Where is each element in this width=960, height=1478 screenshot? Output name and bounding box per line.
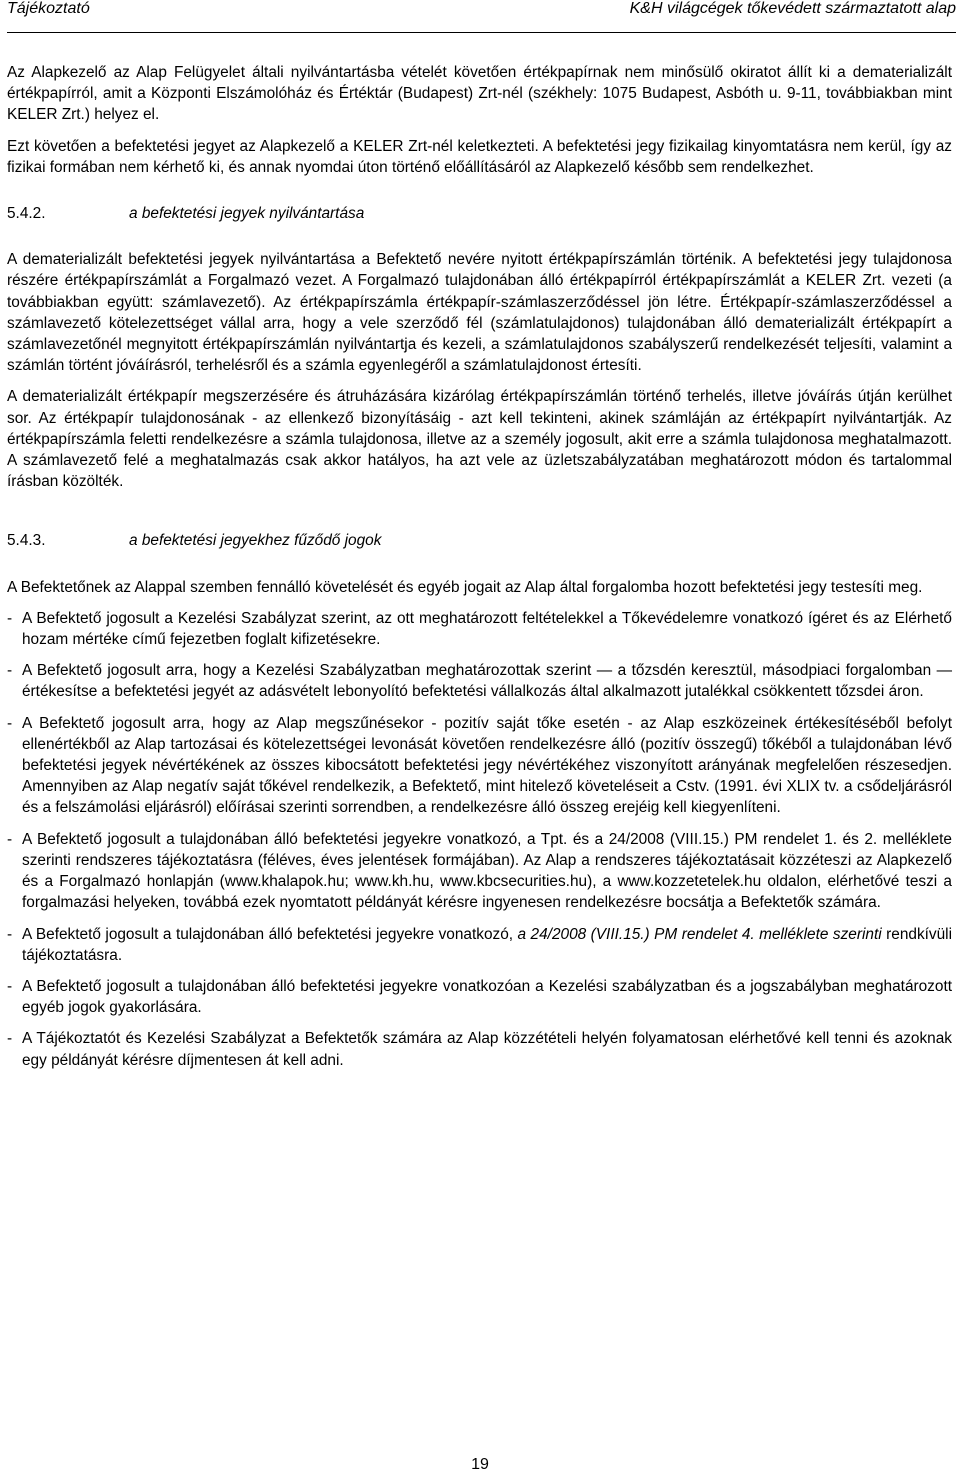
list-item-text-part: A Befektető jogosult a tulajdonában álló befektetési jegyekre vonatkozó, bbox=[22, 925, 518, 943]
section-number: 5.4.2. bbox=[7, 205, 46, 223]
list-dash: - bbox=[7, 977, 13, 995]
list-item-text: A Befektető jogosult a tulajdonában álló befektetési jegyekre vonatkozó, a Tpt. és a 24/2008 (VIII.15.) PM rendelet 1. és 2. melléklete szerinti rendszeres tájékoztatásra (féléves, éves jelentések formájában). Az Alap a rendszeres tájékoztatásait közzéteszi az Alapkezelő és a Forgalmazó honlapján (www.khalapok.hu; www.kh.hu, www.kbcsecurities.hu), a www.kozzetetelek.hu oldalon, elérhetővé teszi a forgalmazási helyeken, továbbá ezek nyomtatott példányát kérésre ingyenesen rendelkezésre bocsátja a Befektetők számára. bbox=[22, 830, 952, 912]
list-dash: - bbox=[7, 1030, 13, 1048]
list-item-text: A Befektető jogosult arra, hogy a Kezelési Szabályzatban meghatározottak szerint — a tőzsdén keresztül, másodpiaci forgalomban — értékesítse a befektetési jegyét az adásvételt lebonyolító befektetési vállalkozás által alkalmazott jutalékkal csökkentett tőzsdei áron. bbox=[22, 662, 952, 701]
list-dash: - bbox=[7, 830, 13, 848]
list-item-text: A Befektető jogosult arra, hogy az Alap megszűnésekor - pozitív saját tőke esetén - az Alap eszközeinek értékesítéséből befolyt ellenértékből az Alap tartozásai és kötelezettségei levonását követően rendelkezésre álló (pozitív összegű) tőkéből a tulajdonában lévő befektetési jegyek névértékének az összes kibocsátott befektetési jegy névértékéhez viszonyított arányának megfelelően részesedjen. Amennyiben az Alap negatív saját tőkével rendelkezik, a Befektető, mint hitelező követeléseit a Cstv. (1991. évi XLIX tv. a csődeljárásról és a felszámolási eljárásról) előírásai szerinti sorrendben, a rendelkezésre álló összeg erejéig kell kiegyenlíteni. bbox=[22, 714, 952, 817]
section-number: 5.4.3. bbox=[7, 532, 46, 550]
list-item bbox=[7, 608, 952, 650]
list-item bbox=[7, 660, 952, 702]
paragraph-issuance: Ezt követően a befektetési jegyet az Alapkezelő a KELER Zrt-nél keletkezteti. A befektetési jegy fizikailag kinyomtatásra nem kerül, így az fizikai formában nem kérhető ki, és annak nyomdai úton történő előállításáról az Alapkezelő később sem rendelkezhet. bbox=[7, 137, 952, 176]
list-dash: - bbox=[7, 925, 13, 943]
list-dash: - bbox=[7, 714, 13, 732]
section-5-4-3-heading bbox=[7, 530, 952, 551]
header-document-title: Tájékoztató bbox=[7, 0, 90, 17]
page-header bbox=[7, 0, 956, 33]
section-title: a befektetési jegyek nyilvántartása bbox=[129, 205, 365, 223]
list-item bbox=[7, 1028, 952, 1070]
list-item bbox=[7, 713, 952, 819]
list-dash: - bbox=[7, 662, 13, 680]
list-item bbox=[7, 924, 952, 966]
list-item bbox=[7, 976, 952, 1018]
header-fund-name: K&H világcégek tőkevédett származtatott alap bbox=[629, 0, 956, 17]
paragraph-transfer: A dematerializált értékpapír megszerzésére és átruházására kizárólag értékpapírszámlán történő terhelés, illetve jóváírás útján kerülhet sor. Az értékpapír tulajdonosának - az ellenkező bizonyításáig - azt kell tekinteni, akinek számláján az értékpapírt nyilvántartják. Az értékpapírszámla feletti rendelkezésre a számla tulajdonosa, illetve az a személy jogosult, akit erre a számla tulajdonosa meghatalmazott. A számlavezető felé a meghatalmazás csak akkor hatályos, ha azt vele az üzletszabályzatában meghatározott módon és tartalommal írásban közölték. bbox=[7, 388, 952, 491]
section-5-4-2-heading bbox=[7, 203, 952, 224]
page-number: 19 bbox=[471, 1456, 489, 1473]
paragraph-certificate: Az Alapkezelő az Alap Felügyelet általi nyilvántartásba vételét követően értékpapírnak nem minősülő okiratot állít ki a dematerializált értékpapírról, amit a Központi Elszámolóház és Értéktár (Budapest) Zrt-nél (székhely: 1075 Budapest, Asbóth u. 9-11, továbbiakban mint KELER Zrt.) helyez el. bbox=[7, 64, 952, 124]
section-title: a befektetési jegyekhez fűződő jogok bbox=[129, 532, 382, 550]
list-item bbox=[7, 829, 952, 914]
list-item-text bbox=[22, 924, 952, 966]
list-item-text-part: rendkívüli tájékoztatásra. bbox=[22, 925, 953, 964]
list-dash: - bbox=[7, 609, 13, 627]
list-item-text-italic: a 24/2008 (VIII.15.) PM rendelet 4. melléklete szerinti bbox=[517, 925, 882, 943]
list-item-text: A Befektető jogosult a tulajdonában álló befektetési jegyekre vonatkozóan a Kezelési szabályzatban és a jogszabályban meghatározott egyéb jogok gyakorlására. bbox=[22, 977, 952, 1017]
paragraph-rights-intro: A Befektetőnek az Alappal szemben fennálló követelését és egyéb jogait az Alap által forgalomba hozott befektetési jegy testesíti meg. bbox=[7, 578, 923, 596]
list-item-text: A Befektető jogosult a Kezelési Szabályzat szerint, az ott meghatározott feltételekkel a Tőkevédelemre vonatkozó ígéret és az Elérhető hozam mértéke című fejezetben foglalt kifizetésekre. bbox=[22, 609, 952, 649]
list-item-text: A Tájékoztatót és Kezelési Szabályzat a Befektetők számára az Alap közzétételi helyén folyamatosan elérhetővé kell tenni és azoknak egy példányát kérésre díjmentesen át kell adni. bbox=[22, 1030, 952, 1069]
document-body bbox=[7, 62, 952, 1071]
paragraph-registration: A dematerializált befektetési jegyek nyilvántartása a Befektető nevére nyitott értékpapírszámlán történik. A befektetési jegy tulajdonosa részére értékpapírszámlát a Forgalmazó vezet. A Forgalmazó tulajdonában álló értékpapírról értékpapírszámlát a KELER Zrt. vezeti (a továbbiakban együtt: számlavezető). Az értékpapírszámla értékpapír-számlaszerződéssel jön létre. Értékpapír-számlaszerződéssel a számlavezető kötelezettséget vállal arra, hogy a vele szerződő fél (számlatulajdonos) tulajdonában álló dematerializált értékpapírt a számlavezetőnél megnyitott értékpapírszámlán nyilvántartja és kezeli, a számlatulajdonos szabályszerű rendelkezését teljesíti, valamint a számlán történt jóváírásról, terhelésről és a számla egyenlegéről a számlatulajdonost értesíti. bbox=[7, 251, 952, 375]
